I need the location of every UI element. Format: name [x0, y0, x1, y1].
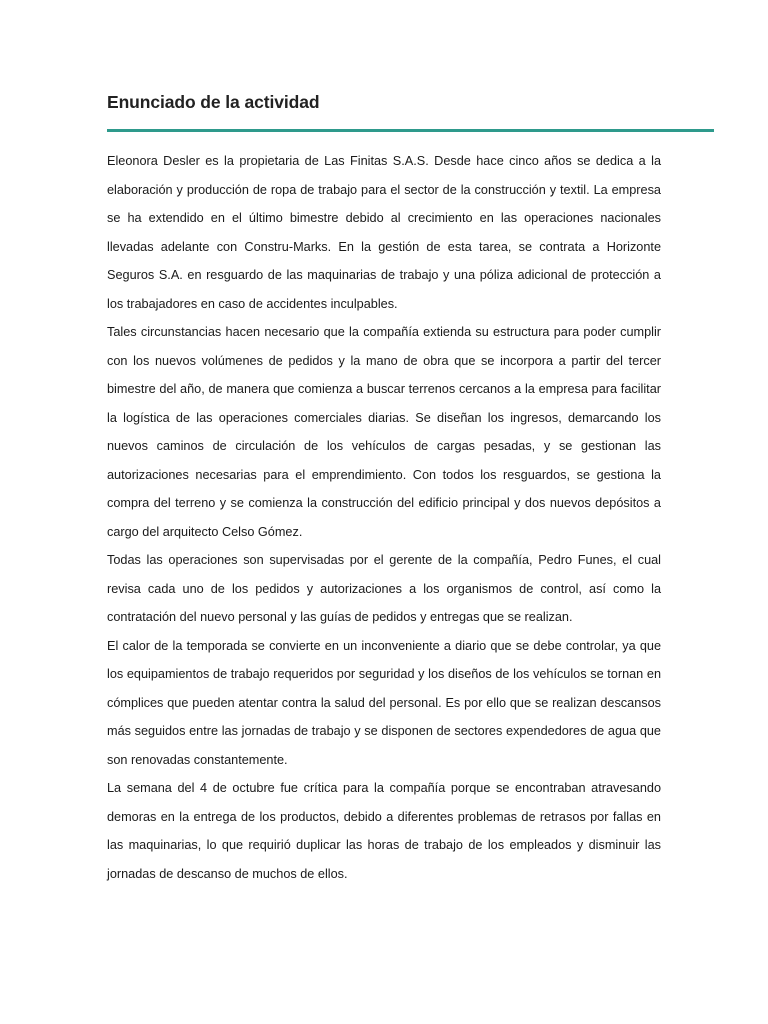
paragraph-3: Todas las operaciones son supervisadas por el gerente de la compañía, Pedro Funes, el cual revisa cada uno de los pedidos y autorizaciones a los organismos de control, así como la contratación del nuevo personal y las guías de pedidos y entregas que se realizan. — [107, 553, 661, 624]
page-title: Enunciado de la actividad — [107, 92, 320, 112]
title-divider — [107, 129, 714, 132]
document-body — [107, 147, 661, 888]
paragraph-2: Tales circunstancias hacen necesario que la compañía extienda su estructura para poder cumplir con los nuevos volúmenes de pedidos y la mano de obra que se incorpora a partir del tercer bimestre del año, de manera que comienza a buscar terrenos cercanos a la empresa para facilitar la logística de las operaciones comerciales diarias. Se diseñan los ingresos, demarcando los nuevos caminos de circulación de los vehículos de cargas pesadas, y se gestionan las autorizaciones necesarias para el emprendimiento. Con todos los resguardos, se gestiona la compra del terreno y se comienza la construcción del edificio principal y dos nuevos depósitos a cargo del arquitecto Celso Gómez. — [107, 325, 661, 539]
paragraph-5: La semana del 4 de octubre fue crítica para la compañía porque se encontraban atravesando demoras en la entrega de los productos, debido a diferentes problemas de retrasos por fallas en las maquinarias, lo que requirió duplicar las horas de trabajo de los empleados y disminuir las jornadas de descanso de muchos de ellos. — [107, 781, 661, 881]
paragraph-1: Eleonora Desler es la propietaria de Las Finitas S.A.S. Desde hace cinco años se dedica a la elaboración y producción de ropa de trabajo para el sector de la construcción y textil. La empresa se ha extendido en el último bimestre debido al crecimiento en las operaciones nacionales llevadas adelante con Constru-Marks. En la gestión de esta tarea, se contrata a Horizonte Seguros S.A. en resguardo de las maquinarias de trabajo y una póliza adicional de protección a los trabajadores en caso de accidentes inculpables. — [107, 154, 661, 311]
paragraph-4: El calor de la temporada se convierte en un inconveniente a diario que se debe controlar, ya que los equipamientos de trabajo requeridos por seguridad y los diseños de los vehículos se tornan en cómplices que pueden atentar contra la salud del personal. Es por ello que se realizan descansos más seguidos entre las jornadas de trabajo y se disponen de sectores expendedores de agua que son renovadas constantemente. — [107, 638, 661, 767]
